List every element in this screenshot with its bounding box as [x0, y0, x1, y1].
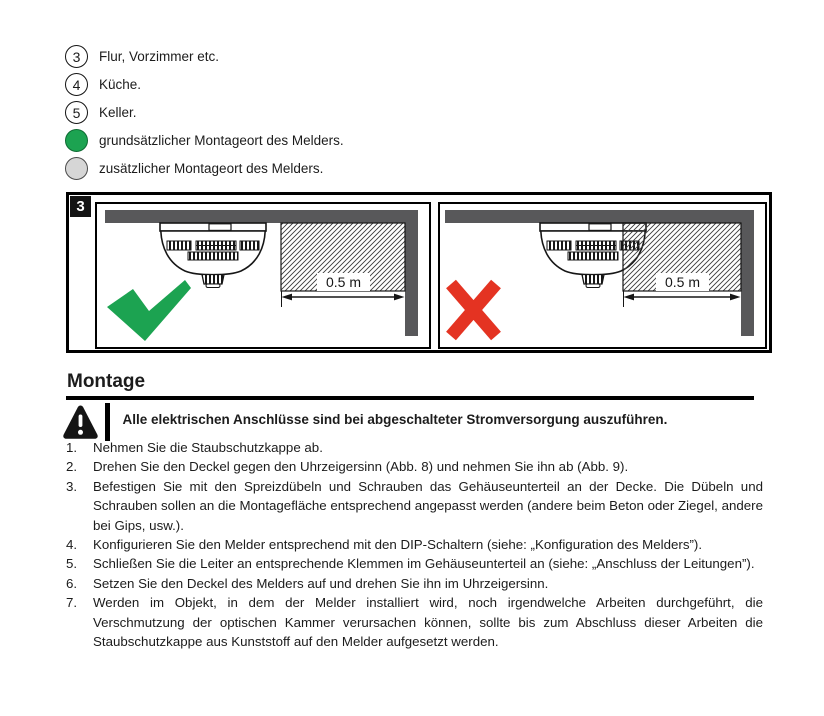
- circled-number-3-icon: [65, 45, 88, 68]
- warning-divider-bar: [105, 403, 110, 441]
- step-number: 7.: [66, 595, 78, 611]
- dimension-arrow: [282, 294, 405, 301]
- legend-label: grundsätzlicher Montageort des Melders.: [99, 133, 344, 148]
- step-2: [66, 457, 763, 476]
- ceiling-shape: [445, 210, 754, 223]
- legend-number: 4: [72, 76, 81, 93]
- ceiling-shape: [105, 210, 418, 223]
- legend-label: Keller.: [99, 105, 137, 120]
- mounting-location-legend: [65, 45, 344, 180]
- svg-text:0.5 m: 0.5 m: [325, 274, 362, 290]
- legend-item-additional-location: [65, 157, 344, 180]
- svg-text:0.5 m: 0.5 m: [664, 274, 701, 290]
- warning-text: Alle elektrischen Anschlüsse sind bei abgeschalteter Stromversorgung auszuführen.: [122, 412, 668, 427]
- step-text: Werden im Objekt, in dem der Melder installiert wird, noch irgendwelche Arbeiten durchgeführt, die Verschmutzung der optischen Kammer verursachen können, sollte bis zum Abschluss dieser Arbeiten die Staubschutzkappe aus Kunststoff auf den Melder aufgesetzt werden.: [93, 595, 763, 650]
- step-1: [66, 438, 763, 457]
- step-number: 1.: [66, 440, 78, 455]
- mounting-steps-list: [66, 438, 763, 651]
- gray-dot-icon: [65, 157, 88, 180]
- step-text: Befestigen Sie mit den Spreizdübeln und Schrauben das Gehäuseunterteil an der Decke. Die Dübeln und Schrauben sollen an die Montagefläche entsprechend angepasst werden (andere beim Beton oder Ziegel, andere bei Gips, usw.).: [93, 478, 763, 533]
- warning-triangle-icon: [62, 403, 99, 441]
- section-title-rule: [66, 396, 754, 400]
- step-text: Konfigurieren Sie den Melder entsprechend mit den DIP-Schaltern (siehe: „Konfiguration des Melders”).: [93, 537, 703, 553]
- figure-panel-correct: [95, 202, 431, 349]
- legend-item-primary-location: [65, 129, 344, 152]
- legend-item-keller: [65, 101, 344, 124]
- step-number: 4.: [66, 537, 78, 553]
- circled-number-5-icon: [65, 101, 88, 124]
- dimension-label: [656, 273, 709, 291]
- step-text: Drehen Sie den Deckel gegen den Uhrzeigersinn (Abb. 8) und nehmen Sie ihn ab (Abb. 9).: [93, 459, 629, 475]
- legend-label: Küche.: [99, 77, 142, 92]
- wall-shape: [741, 210, 754, 336]
- figure-3-mounting-distance: [66, 192, 772, 353]
- step-3: [66, 477, 763, 535]
- legend-label: zusätzlicher Montageort des Melders.: [99, 161, 324, 176]
- figure-panel-incorrect: [438, 202, 767, 349]
- legend-number: 5: [72, 104, 81, 121]
- step-text: Setzen Sie den Deckel des Melders auf und drehen Sie ihn im Uhrzeigersinn.: [93, 575, 549, 591]
- legend-number: 3: [72, 48, 81, 65]
- correct-mounting-drawing: [97, 204, 429, 347]
- figure-number-badge: 3: [70, 196, 91, 217]
- step-4: [66, 535, 763, 554]
- step-number: 6.: [66, 575, 78, 591]
- step-number: 2.: [66, 459, 78, 475]
- legend-item-kueche: [65, 73, 344, 96]
- legend-item-flur: [65, 45, 344, 68]
- step-number: 5.: [66, 556, 78, 572]
- legend-label: Flur, Vorzimmer etc.: [99, 49, 220, 64]
- red-cross-icon: [451, 284, 496, 336]
- step-text: Schließen Sie die Leiter an entsprechende Klemmen im Gehäuseunterteil an (siehe: „Anschluss der Leitungen”).: [93, 556, 755, 572]
- step-number: 3.: [66, 478, 78, 494]
- dimension-label: [317, 273, 370, 291]
- step-6: [66, 574, 763, 593]
- circled-number-4-icon: [65, 73, 88, 96]
- dimension-arrow: [624, 294, 741, 301]
- step-5: [66, 554, 763, 573]
- warning-note: [62, 403, 753, 441]
- step-7: [66, 593, 763, 651]
- green-check-icon: [107, 280, 191, 341]
- incorrect-mounting-drawing: [440, 204, 765, 347]
- section-title: Montage: [67, 371, 146, 392]
- step-text: Nehmen Sie die Staubschutzkappe ab.: [93, 440, 323, 455]
- green-dot-icon: [65, 129, 88, 152]
- wall-shape: [405, 210, 418, 336]
